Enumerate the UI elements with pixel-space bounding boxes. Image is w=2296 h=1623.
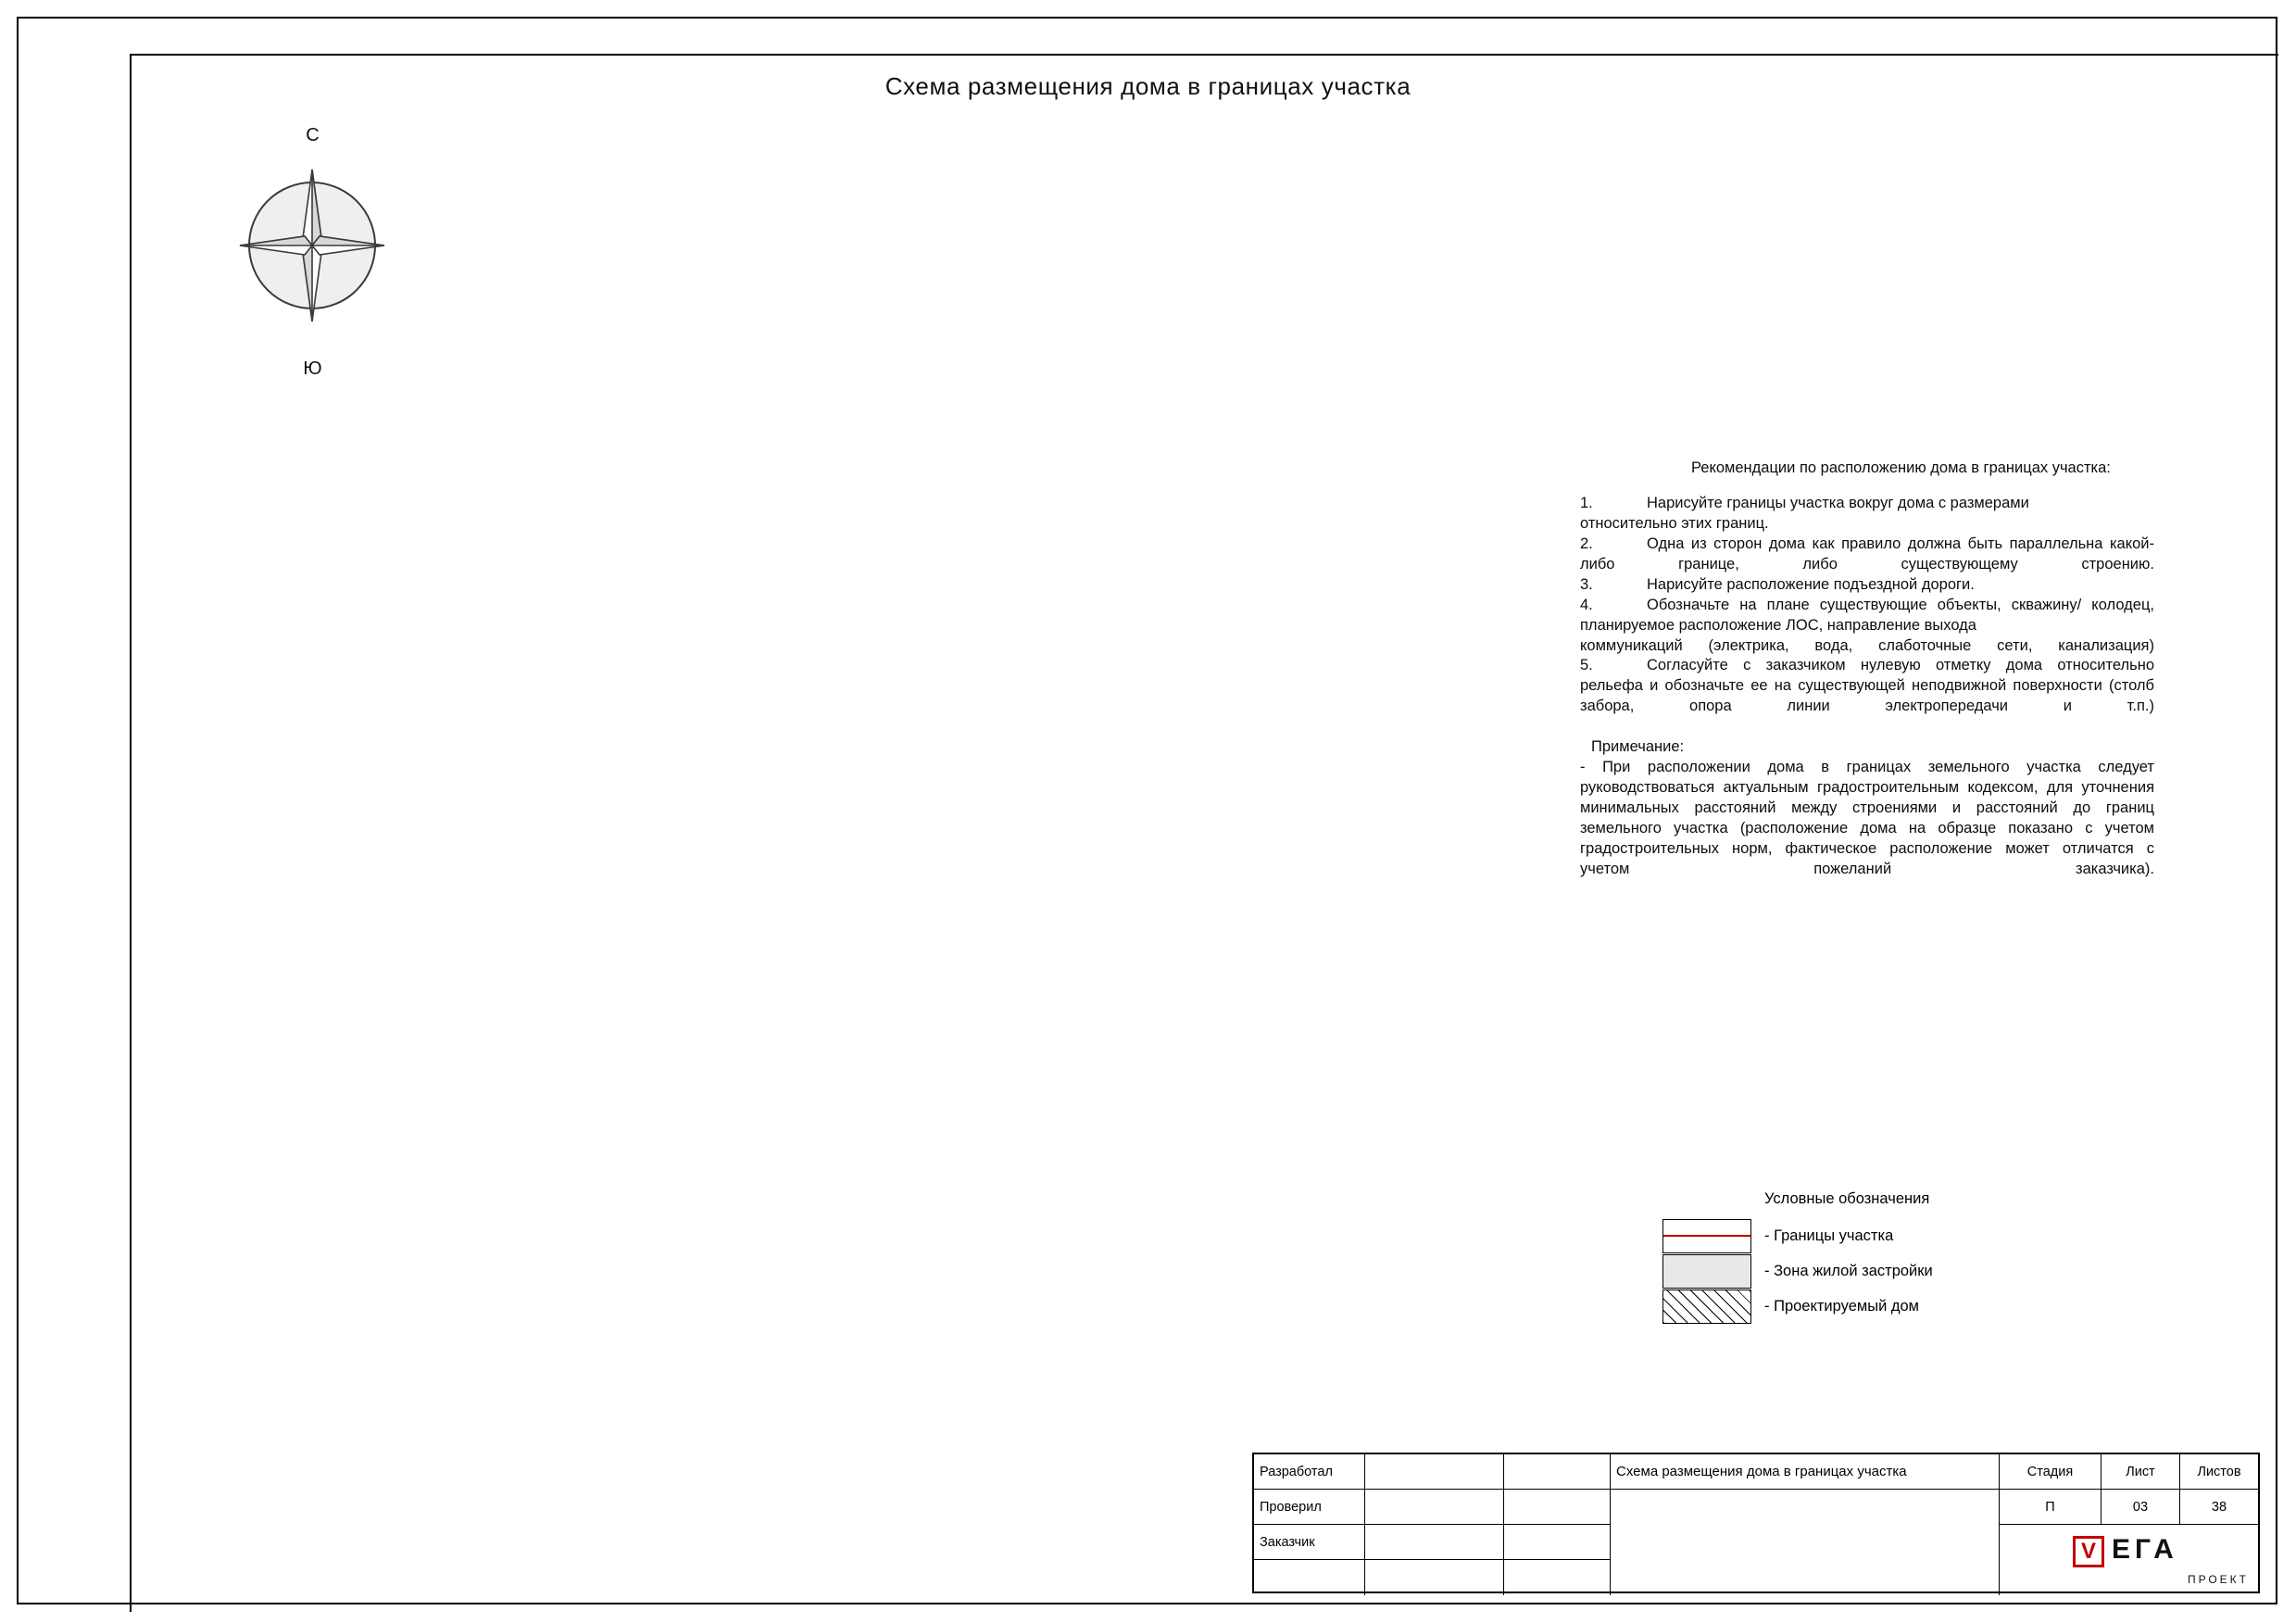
stamp-role-cell: Разработал [1254, 1454, 1365, 1490]
note-text: - При расположении дома в границах земельного участка следует руководствоваться актуальным градостроительным кодексом, для уточнения минимальных расстояний между строениями и расстояний до границ земельного участка (расположение дома на образце показано с учетом градостроительных норм, фактическое расположение может отличатся с учетом пожеланий заказчика). [1580, 759, 2154, 877]
recommendation-number: 3. [1580, 575, 1593, 593]
stamp-role-cell: Заказчик [1254, 1525, 1365, 1560]
legend-item-designed-house [1662, 1289, 1919, 1324]
stamp-role-cell: Проверил [1254, 1490, 1365, 1525]
legend-title: Условные обозначения [1764, 1190, 1930, 1207]
company-logo [2073, 1532, 2249, 1584]
recommendation-number: 1. [1580, 494, 1593, 511]
compass-rose [227, 125, 398, 380]
logo-subtitle: ПРОЕКТ [2187, 1573, 2249, 1586]
recommendation-item [1580, 596, 2154, 657]
recommendations-block [1580, 459, 2154, 880]
legend-swatch-designed-house [1662, 1290, 1751, 1324]
stamp-sheet-header: Лист [2102, 1454, 2180, 1490]
recommendation-text-cont: относительно этих границ. [1580, 514, 1769, 532]
legend-label-designed-house: - Проектируемый дом [1764, 1297, 1920, 1315]
stamp-date-cell[interactable] [1504, 1454, 1611, 1490]
stamp-sheets-header: Листов [2180, 1454, 2258, 1490]
compass-rose-icon [227, 153, 398, 338]
recommendation-item [1580, 494, 2154, 535]
legend-label-residential-zone: - Зона жилой застройки [1764, 1262, 1933, 1279]
stamp-sheets-value: 38 [2180, 1490, 2258, 1525]
recommendation-text: Нарисуйте расположение подъездной дороги. [1647, 575, 1975, 593]
recommendation-item [1580, 535, 2154, 575]
compass-north-label: С [306, 125, 320, 145]
recommendation-text-cont: коммуникаций (электрика, вода, слаботочные сети, канализация) [1580, 636, 2154, 654]
stamp-role-cell [1254, 1560, 1365, 1595]
recommendations-heading: Рекомендации по расположению дома в границах участка: [1691, 459, 2111, 476]
legend-swatch-plot-border [1662, 1219, 1751, 1253]
page-title: Схема размещения дома в границах участка [885, 72, 1411, 100]
recommendation-number: 2. [1580, 535, 1593, 552]
recommendation-number: 4. [1580, 596, 1593, 613]
stamp-signature-cell[interactable] [1365, 1490, 1504, 1525]
legend-item-residential-zone [1662, 1253, 1933, 1289]
stamp-date-cell[interactable] [1504, 1560, 1611, 1595]
recommendation-item [1580, 575, 2154, 596]
recommendation-text: Нарисуйте границы участка вокруг дома с размерами [1647, 494, 2029, 511]
recommendation-text: Обозначьте на плане существующие объекты, скважину/ колодец, планируемое расположение ЛОС, направление выхода [1580, 596, 2154, 634]
stamp-stage-value: П [2000, 1490, 2102, 1525]
legend-item-plot-border [1662, 1218, 1893, 1253]
stamp-sheet-value: 03 [2102, 1490, 2180, 1525]
stamp-signature-cell[interactable] [1365, 1454, 1504, 1490]
recommendation-text: Согласуйте с заказчиком нулевую отметку дома относительно рельефа и обозначьте ее на существующей неподвижной поверхности (столб забора, опора линии электропередачи и т.п.) [1580, 657, 2154, 715]
stamp-date-cell[interactable] [1504, 1525, 1611, 1560]
stamp-signature-cell[interactable] [1365, 1560, 1504, 1595]
stamp-signature-cell[interactable] [1365, 1525, 1504, 1560]
compass-south-label: Ю [303, 359, 322, 379]
recommendation-item [1580, 656, 2154, 717]
logo-v-mark: V [2073, 1536, 2104, 1567]
stamp-sheet-title-area [1611, 1490, 2000, 1595]
legend-swatch-residential-zone [1662, 1254, 1751, 1289]
logo-name: ЕГА [2112, 1534, 2178, 1565]
recommendation-text: Одна из сторон дома как правило должна быть параллельна какой-либо границе, либо существующему строению. [1580, 535, 2154, 572]
legend-label-plot-border: - Границы участка [1764, 1227, 1894, 1244]
title-block [1252, 1453, 2260, 1593]
stamp-date-cell[interactable] [1504, 1490, 1611, 1525]
stamp-stage-header: Стадия [2000, 1454, 2102, 1490]
note-heading: Примечание: [1591, 738, 1685, 756]
stamp-sheet-title: Схема размещения дома в границах участка [1611, 1454, 2000, 1490]
recommendation-number: 5. [1580, 657, 1593, 674]
